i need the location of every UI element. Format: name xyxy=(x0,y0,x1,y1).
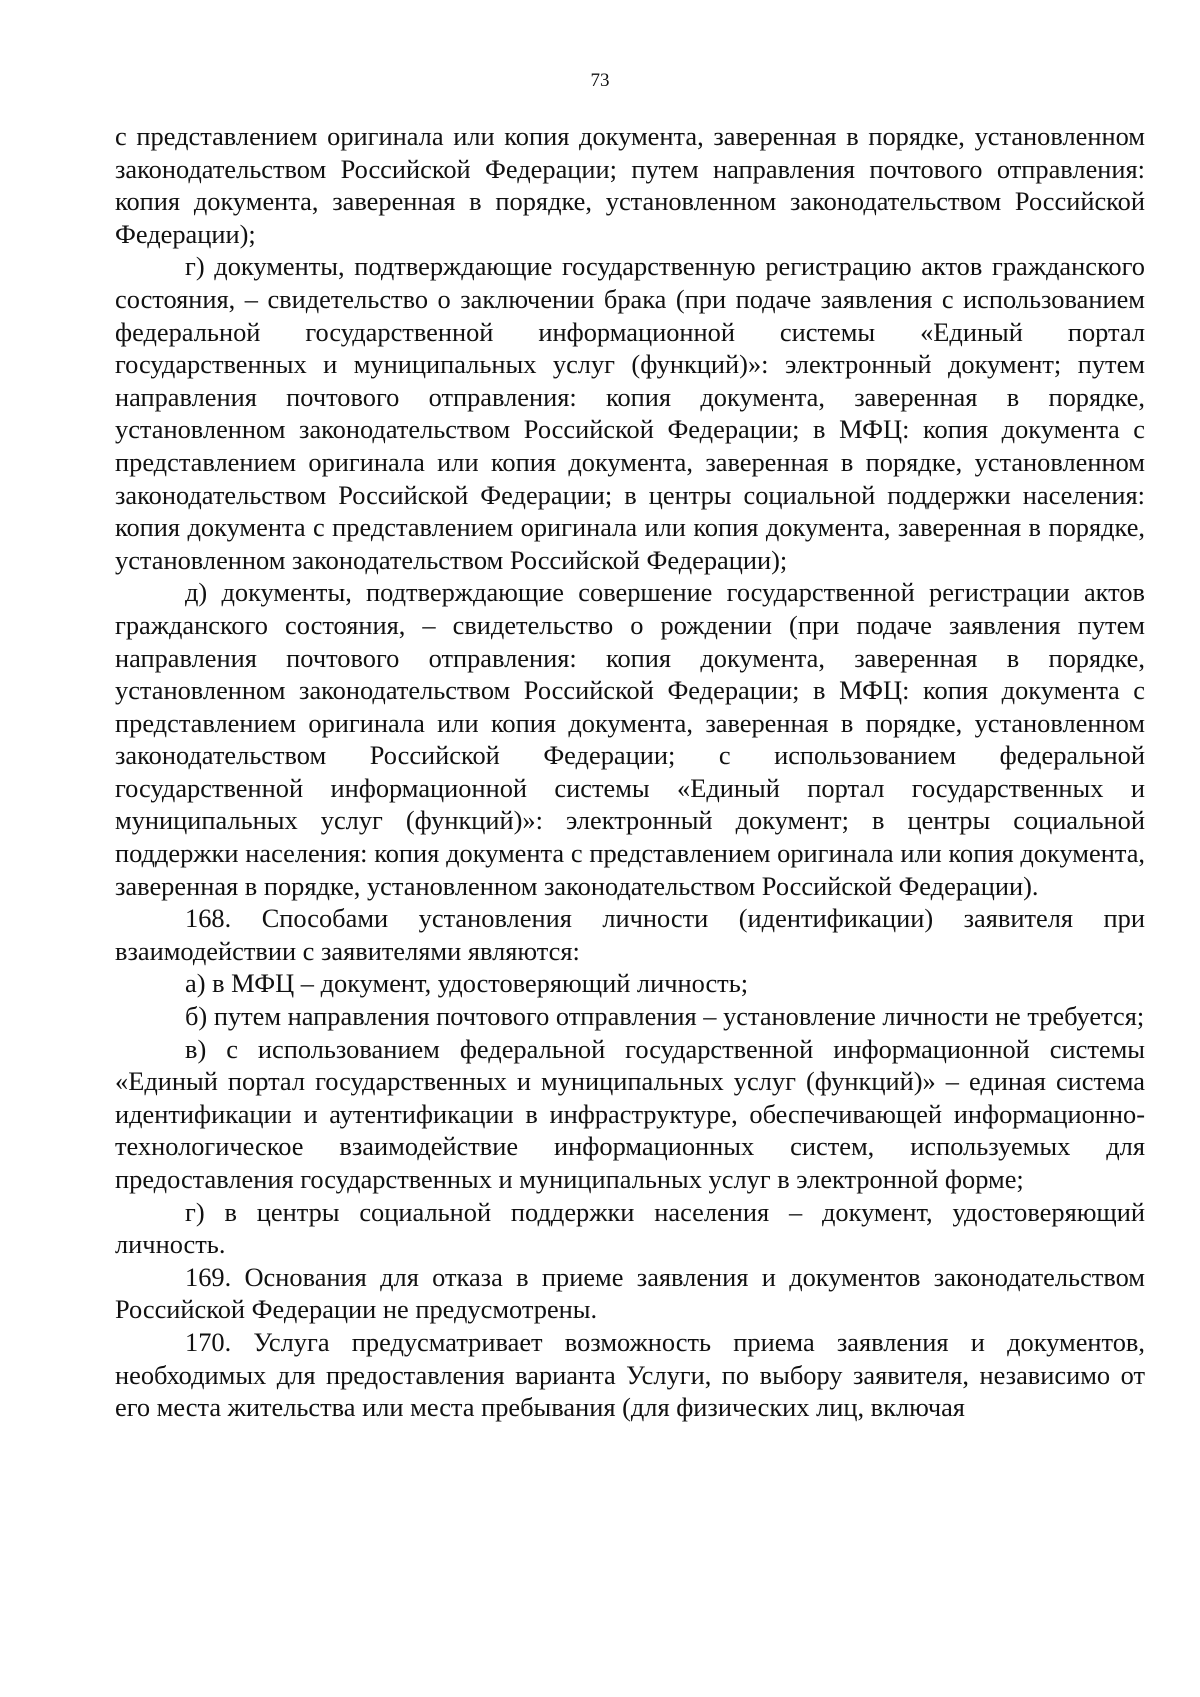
paragraph-168-b: б) путем направления почтового отправления – установление личности не требуется; xyxy=(185,1001,1145,1032)
paragraph-168-a: а) в МФЦ – документ, удостоверяющий личность; xyxy=(185,968,749,999)
paragraph-item-d-birth: д) документы, подтверждающие совершение государственной регистрации актов гражданского состояния, – свидетельство о рождении (при подаче заявления путем направления почтового отправления: копия документа, заверенная в порядке, установленном законодательством Российской Федерации; в МФЦ: копия документа с представлением оригинала или копия документа, заверенная в порядке, установленном законодательством Российской Федерации; с использованием федеральной государственной информационной системы «Единый портал государственных и муниципальных услуг (функций)»: электронный документ; в центры социальной поддержки населения: копия документа с представлением оригинала или копия документа, заверенная в порядке, установленном законодательством Российской Федерации). xyxy=(115,577,1145,901)
paragraph-168-v: в) с использованием федеральной государственной информационной системы «Единый портал государственных и муниципальных услуг (функций)» – единая система идентификации и аутентификации в инфраструктуре, обеспечивающей информационно-технологическое взаимодействие информационных систем, используемых для предоставления государственных и муниципальных услуг в электронной форме; xyxy=(115,1033,1145,1194)
paragraph-item-g-marriage: г) документы, подтверждающие государственную регистрацию актов гражданского состояния, – свидетельство о заключении брака (при подаче заявления с использованием федеральной государственной информационной системы «Единый портал государственных и муниципальных услуг (функций)»: электронный документ; путем направления почтового отправления: копия документа, заверенная в порядке, установленном законодательством Российской Федерации; в МФЦ: копия документа с представлением оригинала или копия документа, заверенная в порядке, установленном законодательством Российской Федерации; в центры социальной поддержки населения: копия документа с представлением оригинала или копия документа, заверенная в порядке, установленном законодательством Российской Федерации); xyxy=(115,251,1145,575)
paragraph-168: 168. Способами установления личности (идентификации) заявителя при взаимодействии с заявителями являются: xyxy=(115,903,1145,966)
document-body xyxy=(115,120,1145,1424)
paragraph-continuation: с представлением оригинала или копия документа, заверенная в порядке, установленном законодательством Российской Федерации; путем направления почтового отправления: копия документа, заверенная в порядке, установленном законодательством Российской Федерации); xyxy=(115,121,1145,249)
paragraph-169: 169. Основания для отказа в приеме заявления и документов законодательством Российской Федерации не предусмотрены. xyxy=(115,1261,1145,1325)
page-number: 73 xyxy=(590,70,610,91)
paragraph-170: 170. Услуга предусматривает возможность приема заявления и документов, необходимых для предоставления варианта Услуги, по выбору заявителя, независимо от его места жительства или места пребывания (для физических лиц, включая xyxy=(115,1326,1145,1423)
paragraph-168-g: г) в центры социальной поддержки населения – документ, удостоверяющий личность. xyxy=(115,1196,1145,1260)
